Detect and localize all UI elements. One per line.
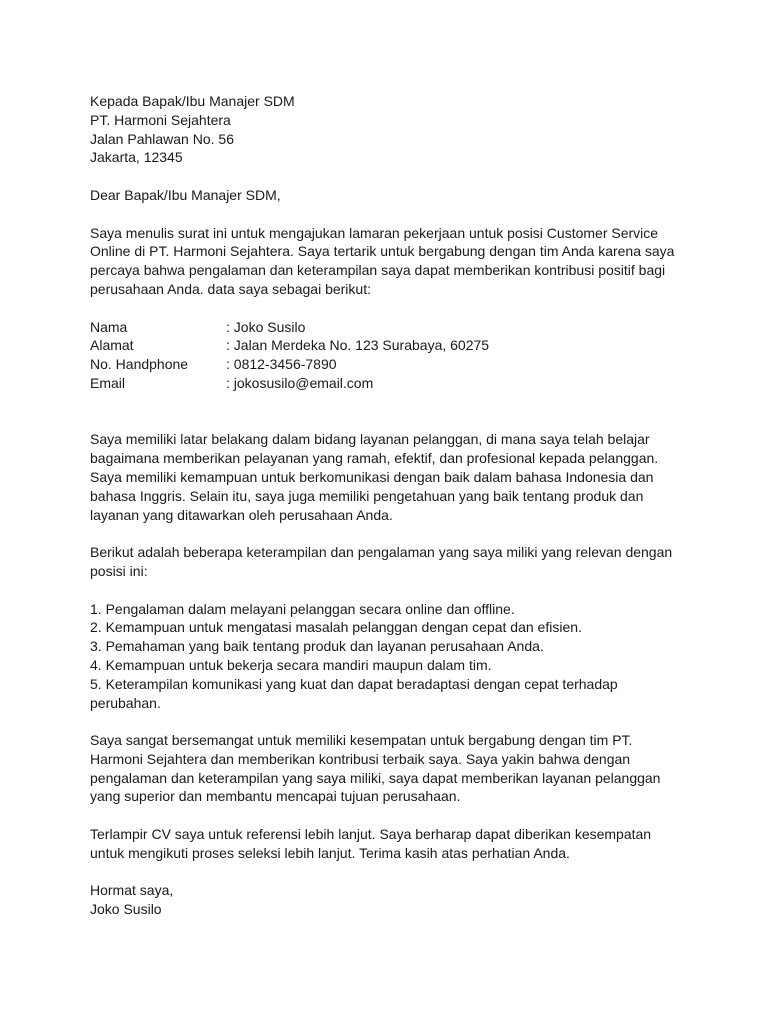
recipient-line: PT. Harmoni Sejahtera — [90, 111, 231, 128]
spacer — [90, 806, 690, 825]
field-value: : Joko Susilo — [226, 318, 306, 335]
field-value: : jokosusilo@email.com — [226, 374, 374, 391]
spacer — [90, 393, 690, 431]
recipient-address — [90, 92, 690, 167]
field-label: Nama — [90, 318, 128, 335]
spacer — [90, 524, 690, 543]
paragraph-line: Berikut adalah beberapa keterampilan dan pengalaman yang saya miliki yang relevan dengan — [90, 544, 673, 561]
personal-data-row-nama — [90, 318, 690, 337]
skills-intro-paragraph — [90, 543, 690, 581]
list-item: 1. Pengalaman dalam melayani pelanggan secara online dan offline. — [90, 600, 515, 617]
paragraph-line: Terlampir CV saya untuk referensi lebih lanjut. Saya berharap dapat diberikan kesempatan — [90, 826, 652, 843]
closing-paragraph — [90, 825, 690, 863]
paragraph-line: Online di PT. Harmoni Sejahtera. Saya tertarik untuk bergabung dengan tim Anda karena saya — [90, 243, 675, 260]
background-paragraph — [90, 430, 690, 524]
paragraph-line: perusahaan Anda. data saya sebagai berikut: — [90, 280, 371, 297]
paragraph-line: posisi ini: — [90, 562, 148, 579]
paragraph-line: Saya memiliki latar belakang dalam bidang layanan pelanggan, di mana saya telah belajar — [90, 431, 650, 448]
salutation: Dear Bapak/Ibu Manajer SDM, — [90, 186, 281, 203]
spacer — [90, 581, 690, 600]
intro-paragraph — [90, 224, 690, 299]
paragraph-line: bagaimana memberikan pelayanan yang ramah, efektif, dan profesional kepada pelanggan. — [90, 450, 659, 467]
paragraph-line: Saya sangat bersemangat untuk memiliki kesempatan untuk bergabung dengan tim PT. — [90, 732, 633, 749]
field-label: No. Handphone — [90, 356, 189, 373]
signoff — [90, 881, 690, 919]
spacer — [90, 205, 690, 224]
field-value: : Jalan Merdeka No. 123 Surabaya, 60275 — [226, 337, 490, 354]
field-label: Alamat — [90, 337, 134, 354]
paragraph-line: percaya bahwa pengalaman dan keterampilan saya dapat memberikan kontribusi positif bagi — [90, 262, 666, 279]
list-item: 5. Keterampilan komunikasi yang kuat dan dapat beradaptasi dengan cepat terhadap — [90, 675, 618, 692]
paragraph-line: Harmoni Sejahtera dan memberikan kontribusi terbaik saya. Saya yakin bahwa dengan — [90, 750, 631, 767]
paragraph-line: Saya memiliki kemampuan untuk berkomunikasi dengan baik dalam bahasa Indonesia dan — [90, 468, 654, 485]
personal-data-row-alamat — [90, 336, 690, 355]
personal-data-row-email — [90, 374, 690, 393]
spacer — [90, 299, 690, 318]
paragraph-line: untuk mengikuti proses seleksi lebih lanjut. Terima kasih atas perhatian Anda. — [90, 844, 570, 861]
spacer — [90, 167, 690, 186]
paragraph-line: pengalaman dan keterampilan yang saya miliki, saya dapat memberikan layanan pelanggan — [90, 769, 661, 786]
skills-list — [90, 600, 690, 713]
spacer — [90, 712, 690, 731]
list-item: 4. Kemampuan untuk bekerja secara mandiri maupun dalam tim. — [90, 656, 492, 673]
paragraph-line: bahasa Inggris. Selain itu, saya juga memiliki pengetahuan yang baik tentang produk dan — [90, 487, 644, 504]
recipient-line: Kepada Bapak/Ibu Manajer SDM — [90, 93, 295, 109]
list-item: perubahan. — [90, 694, 161, 711]
spacer — [90, 863, 690, 882]
letter-page — [90, 92, 690, 919]
list-item: 2. Kemampuan untuk mengatasi masalah pelanggan dengan cepat dan efisien. — [90, 619, 582, 636]
recipient-line: Jakarta, 12345 — [90, 149, 183, 166]
personal-data-row-handphone — [90, 355, 690, 374]
closing-phrase: Hormat saya, — [90, 882, 174, 899]
enthusiasm-paragraph — [90, 731, 690, 806]
list-item: 3. Pemahaman yang baik tentang produk dan layanan perusahaan Anda. — [90, 638, 544, 655]
paragraph-line: Saya menulis surat ini untuk mengajukan lamaran pekerjaan untuk posisi Customer Service — [90, 224, 659, 241]
field-value: : 0812-3456-7890 — [226, 356, 337, 373]
recipient-line: Jalan Pahlawan No. 56 — [90, 130, 234, 147]
paragraph-line: layanan yang ditawarkan oleh perusahaan Anda. — [90, 506, 393, 523]
paragraph-line: yang superior dan membantu mencapai tujuan perusahaan. — [90, 788, 461, 805]
signer-name: Joko Susilo — [90, 901, 162, 918]
field-label: Email — [90, 374, 126, 391]
personal-data-list — [90, 318, 690, 393]
